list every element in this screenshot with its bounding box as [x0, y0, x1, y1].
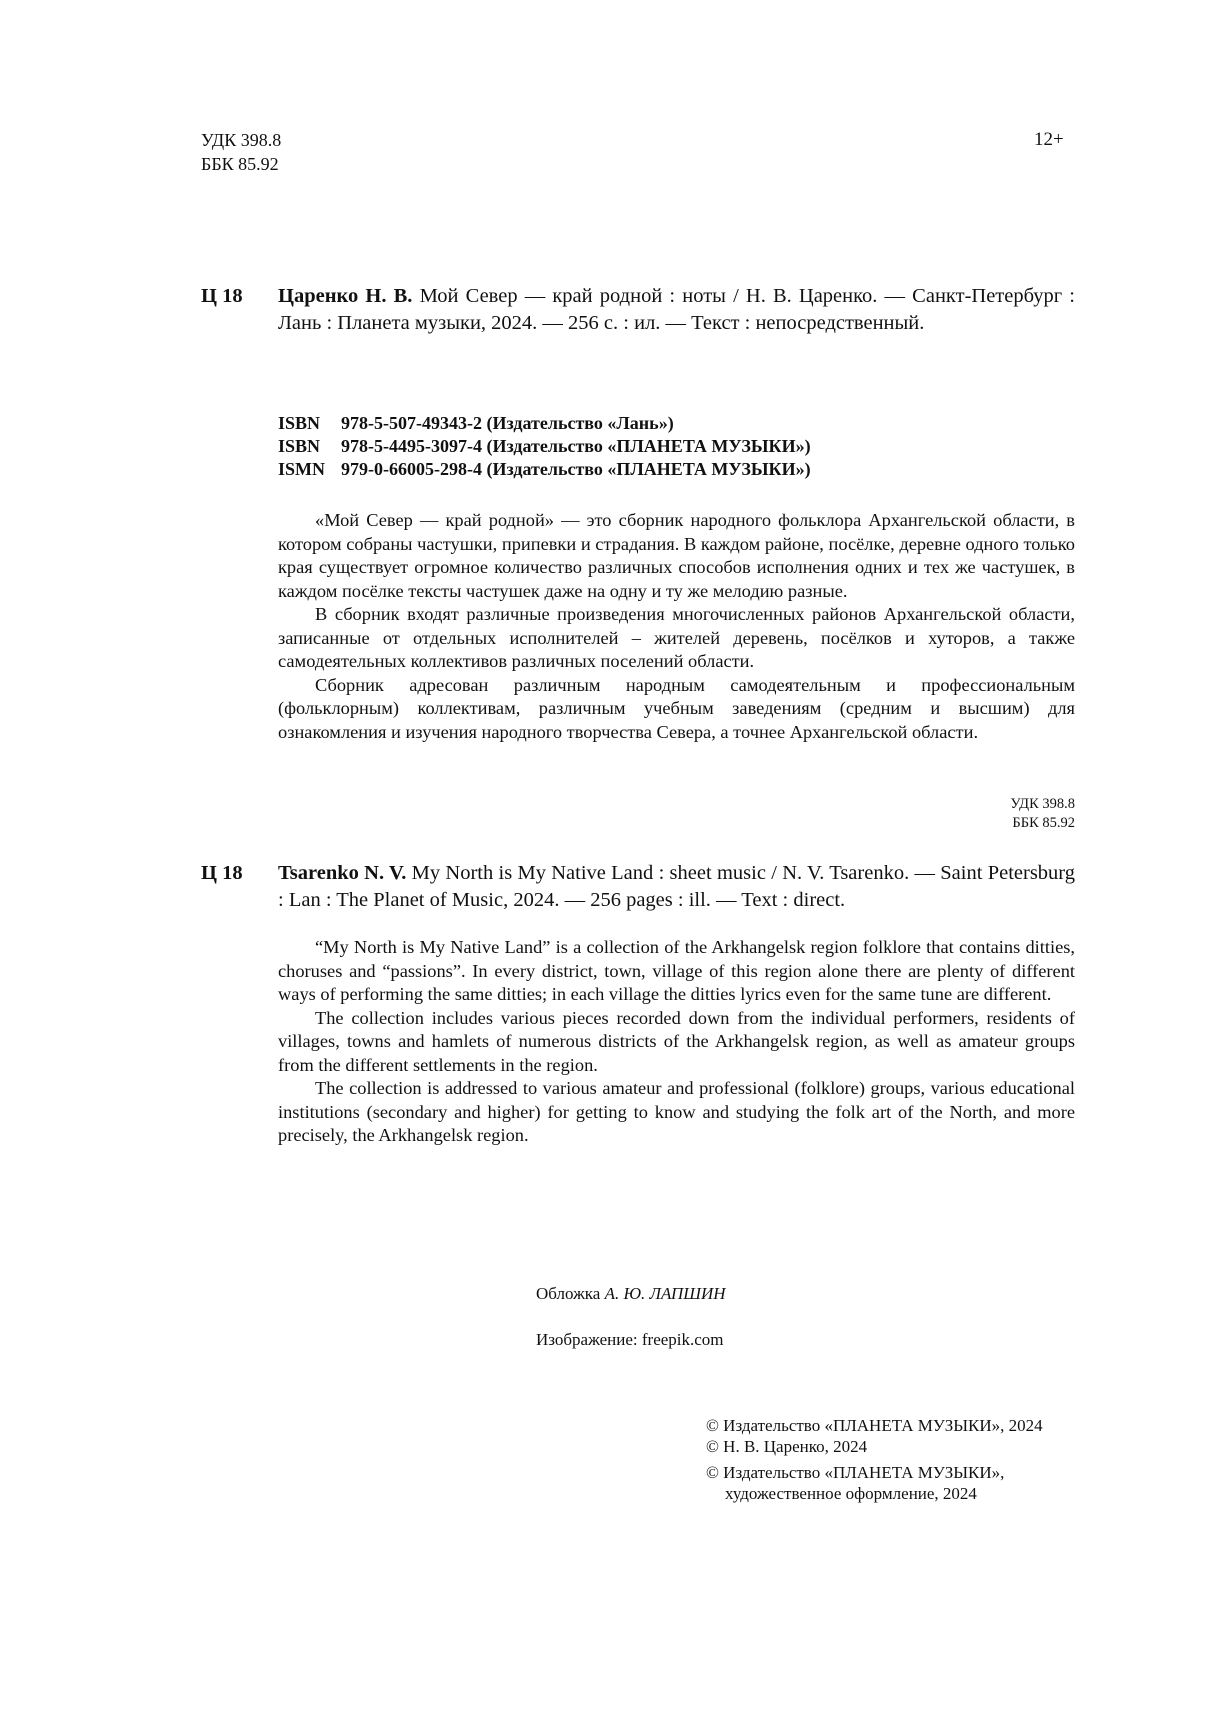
- identifier-label: ISMN: [278, 459, 326, 479]
- copyright-block: [706, 1415, 1043, 1504]
- cover-label: Обложка: [536, 1284, 601, 1303]
- en-entry-text: My North is My Native Land : sheet music / N. V. Tsarenko. — Saint Petersburg : Lan : The Planet of Music, 2024. — 256 pages : ill. — Text : direct.: [278, 862, 1076, 911]
- bbk-code: ББК 85.92: [1012, 815, 1075, 831]
- en-bibliographic-entry: [201, 860, 1075, 914]
- copyright-line: художественное оформление, 2024: [725, 1484, 977, 1503]
- copyright-line: © Н. В. Царенко, 2024: [706, 1437, 868, 1456]
- cover-credit: [536, 1283, 726, 1305]
- image-credit: Изображение: freepik.com: [536, 1330, 724, 1349]
- identifier-label: ISBN: [278, 436, 321, 456]
- identifier-row: [278, 412, 811, 435]
- en-author: Tsarenko N. V.: [278, 862, 407, 884]
- identifier-value: 978-5-4495-3097-4 (Издательство «ПЛАНЕТА МУЗЫКИ»): [341, 436, 811, 456]
- ru-entry-body: [278, 283, 1075, 337]
- identifiers-block: [278, 412, 811, 481]
- ru-abstract-paragraph: В сборник входят различные произведения многочисленных районов Архангельской области, записанные от отдельных исполнителей – жителей деревень, посёлков и хуторов, а также самодеятельных коллективов различных поселений области.: [278, 604, 1075, 671]
- bbk-code: ББК 85.92: [201, 154, 279, 174]
- author-mark: Ц 18: [201, 862, 243, 884]
- author-mark: Ц 18: [201, 285, 243, 307]
- en-abstract-paragraph: The collection includes various pieces recorded down from the individual performers, residents of villages, towns and hamlets of numerous districts of the Arkhangelsk region, as well as amateur groups from the different settlements in the region.: [278, 1007, 1075, 1075]
- copyright-line: © Издательство «ПЛАНЕТА МУЗЫКИ»,: [706, 1463, 1005, 1482]
- en-abstract: [278, 936, 1075, 1148]
- ru-author: Царенко Н. В.: [278, 285, 413, 307]
- ru-abstract: [278, 509, 1075, 744]
- ru-abstract-paragraph: Сборник адресован различным народным самодеятельным и профессиональным (фольклорным) коллективам, различным учебным заведениям (средним и высшим) для ознакомления и изучения народного творчества Севера, а точнее Архангельской области.: [278, 674, 1075, 742]
- age-rating: 12+: [1034, 129, 1064, 150]
- ru-abstract-paragraph: «Мой Север — край родной» — это сборник народного фольклора Архангельской области, в котором собраны частушки, припевки и страдания. В каждом районе, посёлке, деревне одного только края существует огромное количество различных способов исполнения одних и тех же частушек, в каждом посёлке тексты частушек даже на одну и ту же мелодию разные.: [278, 510, 1075, 601]
- en-abstract-paragraph: “My North is My Native Land” is a collection of the Arkhangelsk region folklore that contains ditties, choruses and “passions”. In every district, town, village of this region alone there are plenty of different ways of performing the same ditties; in each village the ditties lyrics even for the same tune are different.: [278, 937, 1075, 1004]
- en-entry-body: [278, 860, 1075, 914]
- identifier-value: 978-5-507-49343-2 (Издательство «Лань»): [341, 413, 674, 433]
- ru-bibliographic-entry: [201, 283, 1075, 337]
- ru-entry-text: Мой Север — край родной : ноты / Н. В. Царенко. — Санкт-Петербург : Лань : Планета музыки, 2024. — 256 с. : ил. — Текст : непосредственный.: [278, 285, 1075, 334]
- udk-code: УДК 398.8: [1010, 796, 1075, 812]
- identifier-row: [278, 435, 811, 458]
- udk-code: УДК 398.8: [201, 130, 282, 150]
- classification-right: [1010, 795, 1075, 833]
- identifier-row: [278, 458, 811, 481]
- en-abstract-paragraph: The collection is addressed to various amateur and professional (folklore) groups, various educational institutions (secondary and higher) for getting to know and studying the folk art of the North, and more precisely, the Arkhangelsk region.: [278, 1078, 1075, 1145]
- identifier-label: ISBN: [278, 413, 321, 433]
- cover-artist: А. Ю. ЛАПШИН: [604, 1284, 726, 1303]
- identifier-value: 979-0-66005-298-4 (Издательство «ПЛАНЕТА МУЗЫКИ»): [341, 459, 811, 479]
- classification-top: [201, 128, 281, 176]
- copyright-line: © Издательство «ПЛАНЕТА МУЗЫКИ», 2024: [706, 1416, 1043, 1435]
